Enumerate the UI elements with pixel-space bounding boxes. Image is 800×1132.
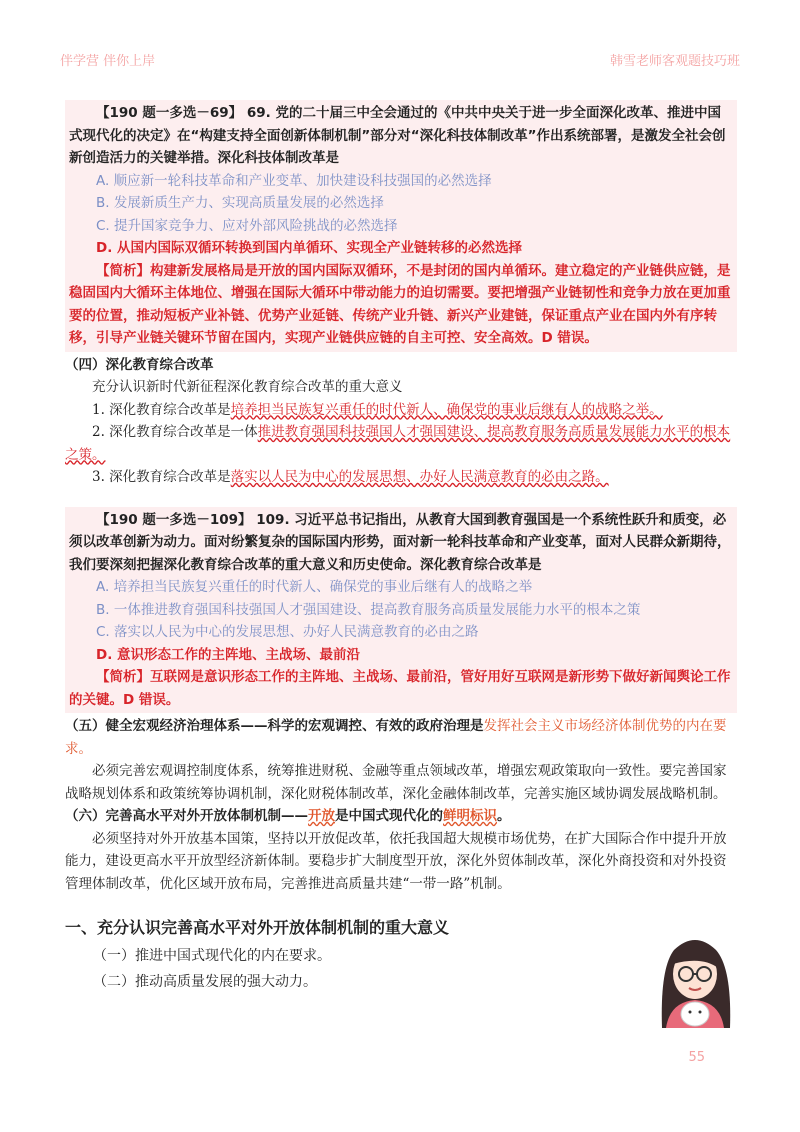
heading-text: （六）完善高水平对外开放体制机制—— xyxy=(65,808,308,824)
item-highlight: 推进教育强国科技强国人才强国建设、提高教育服务高质量发展能力水平的根本之策。 xyxy=(65,424,731,463)
section-body: 必须坚持对外开放基本国策，坚持以开放促改革，依托我国超大规模市场优势，在扩大国际合作中提升开放能力，建设更高水平开放型经济新体制。要稳步扩大制度型开放，深化外贸体制改革，深化外商投资和对外投资管理体制改革，优化区域开放布局，完善推进高质量共建“一带一路”机制。 xyxy=(65,830,727,892)
section-heading xyxy=(65,805,737,828)
option-a: A. 顺应新一轮科技革命和产业变革、加快建设科技强国的必然选择 xyxy=(96,172,492,189)
page-number: 55 xyxy=(688,1050,705,1065)
header-right: 韩雪老师客观题技巧班 xyxy=(609,54,740,69)
item-highlight: 落实以人民为中心的发展思想、办好人民满意教育的必由之路。 xyxy=(230,469,609,485)
option-b: B. 发展新质生产力、实现高质量发展的必然选择 xyxy=(96,195,384,211)
section-heading xyxy=(65,715,737,760)
list-item: （二）推动高质量发展的强大动力。 xyxy=(93,974,317,990)
analysis-text: 【简析】构建新发展格局是开放的国内国际双循环，不是封闭的国内单循环。建立稳定的产业链供应链，是稳固国内大循环主体地位、增强在国际大循环中带动能力的迫切需要。要把增强产业链韧性和竞争力放在更加重要的位置，推动短板产业补链、优势产业延链、传统产业升链、新兴产业建链，保证重点产业在国内外有序转移，引导产业链关键环节留在国内，实现产业链供应链的自主可控、安全高效。D 错误。 xyxy=(69,262,731,346)
option-c: C. 提升国家竞争力、应对外部风险挑战的必然选择 xyxy=(96,217,398,234)
list-item xyxy=(65,421,737,466)
item-prefix: 1. 深化教育综合改革是 xyxy=(92,401,231,418)
question-block-109 xyxy=(65,507,737,714)
option-d: D. 从国内国际双循环转换到国内单循环、实现全产业链转移的必然选择 xyxy=(96,240,523,256)
heading-highlight: 发挥社会主义市场经济体制优势的内在要求。 xyxy=(65,718,727,757)
option-c: C. 落实以人民为中心的发展思想、办好人民满意教育的必由之路 xyxy=(96,624,479,640)
heading-highlight: 鲜明标识 xyxy=(443,808,497,824)
section-body: 必须完善宏观调控制度体系，统筹推进财税、金融等重点领域改革，增强宏观政策取向一致性。要完善国家战略规划体系和政策统筹协调机制，深化财税体制改革，深化金融体制改革，完善实施区域协调发展战略机制。 xyxy=(65,763,727,802)
list-item: （一）推进中国式现代化的内在要求。 xyxy=(93,948,331,964)
option-a: A. 培养担当民族复兴重任的时代新人、确保党的事业后继有人的战略之举 xyxy=(96,579,533,595)
section-heading: （四）深化教育综合改革 xyxy=(65,356,214,373)
heading-highlight: 开放 xyxy=(308,808,335,824)
heading-text: 。 xyxy=(497,808,511,824)
item-prefix: 3. 深化教育综合改革是 xyxy=(92,469,231,485)
analysis-text: 【简析】互联网是意识形态工作的主阵地、主战场、最前沿，管好用好互联网是新形势下做好新闻舆论工作的关键。D 错误。 xyxy=(69,669,731,708)
section-title: 一、充分认识完善高水平对外开放体制机制的重大意义 xyxy=(65,918,450,937)
list-item xyxy=(65,466,737,489)
header-left: 伴学营 伴你上岸 xyxy=(60,54,156,69)
option-b: B. 一体推进教育强国科技强国人才强国建设、提高教育服务高质量发展能力水平的根本之策 xyxy=(96,601,641,618)
section-intro: 充分认识新时代新征程深化教育综合改革的重大意义 xyxy=(92,379,403,395)
option-d: D. 意识形态工作的主阵地、主战场、最前沿 xyxy=(96,646,361,663)
question-block-69 xyxy=(65,100,737,352)
heading-text: 是中国式现代化的 xyxy=(335,808,443,824)
page-content xyxy=(65,100,737,995)
question-stem: 【190 题一多选－109】 109. 习近平总书记指出，从教育大国到教育强国是一个系统性跃升和质变，必须以改革创新为动力。面对纷繁复杂的国际国内形势，面对新一轮科技革命和产业变革，面对人民群众新期待，我们要深刻把握深化教育综合改革的重大意义和历史使命。深化教育综合改革是 xyxy=(69,511,731,573)
heading-text: （五）健全宏观经济治理体系——科学的宏观调控、有效的政府治理是 xyxy=(65,718,484,734)
teacher-avatar-illustration xyxy=(652,928,738,1028)
question-stem: 【190 题一多选－69】 69. 党的二十届三中全会通过的《中共中央关于进一步全面深化改革、推进中国式现代化的决定》在“构建支持全面创新体制机制”部分对“深化科技体制改革”作出系统部署，是激发全社会创新创造活力的关键举措。深化科技体制改革是 xyxy=(69,105,726,166)
item-highlight: 培养担当民族复兴重任的时代新人、确保党的事业后继有人的战略之举。 xyxy=(230,401,663,418)
list-item xyxy=(65,399,737,422)
item-prefix: 2. 深化教育综合改革是一体 xyxy=(92,424,258,440)
